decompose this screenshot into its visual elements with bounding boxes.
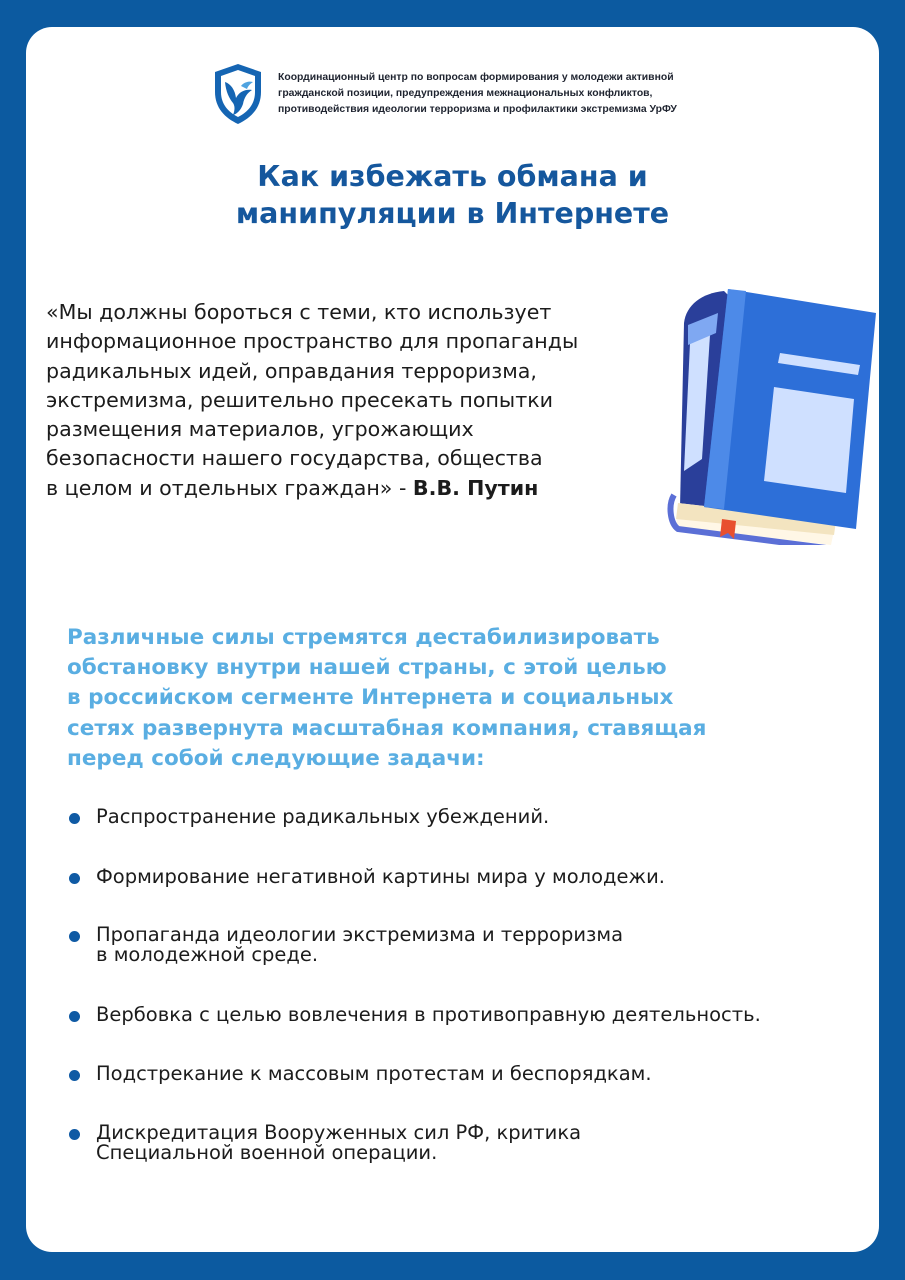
bullet-icon — [69, 1070, 80, 1081]
bullet-icon — [69, 1129, 80, 1140]
bullet-icon — [69, 931, 80, 942]
header — [211, 62, 711, 132]
page-title: Как избежать обмана и манипуляции в Интернете — [235, 160, 670, 230]
dove-shield-logo-icon — [211, 62, 265, 126]
list-item-text: Вербовка с целью вовлечения в противоправную деятельность. — [96, 1003, 761, 1026]
quote — [46, 298, 706, 503]
quote-author: В.В. Путин — [412, 475, 539, 500]
list-item-text: Распространение радикальных убеждений. — [96, 805, 550, 828]
poster-card — [26, 27, 879, 1252]
book-icon — [666, 283, 876, 545]
list-item-text: Пропаганда идеологии экстремизма и терроризма в молодежной среде. — [96, 923, 624, 966]
list-item-text: Подстрекание к массовым протестам и беспорядкам. — [96, 1062, 652, 1085]
list-item-text: Дискредитация Вооруженных сил РФ, критика Специальной военной операции. — [96, 1121, 582, 1164]
quote-text: «Мы должны бороться с теми, кто использует информационное пространство для пропаганды радикальных идей, оправдания терроризма, экстремизма, решительно пресекать попытки размещения материалов, угрожающих безопасности нашего государства, общества в целом и отдельных граждан» - — [46, 300, 579, 500]
bullet-icon — [69, 873, 80, 884]
bullet-icon — [69, 1011, 80, 1022]
list-item-text: Формирование негативной картины мира у молодежи. — [96, 865, 665, 888]
intro-text: Различные силы стремятся дестабилизировать обстановку внутри нашей страны, с этой целью в российском сегменте Интернета и социальных сетях развернута масштабная компания, ставящая перед собой следующие задачи: — [67, 625, 707, 771]
organization-name: Координационный центр по вопросам формирования у молодежи активной гражданской позиции, предупреждения межнациональных конфликтов, противодействия идеологии терроризма и профилактики экстремизма УрФУ — [278, 72, 677, 115]
bullet-icon — [69, 813, 80, 824]
